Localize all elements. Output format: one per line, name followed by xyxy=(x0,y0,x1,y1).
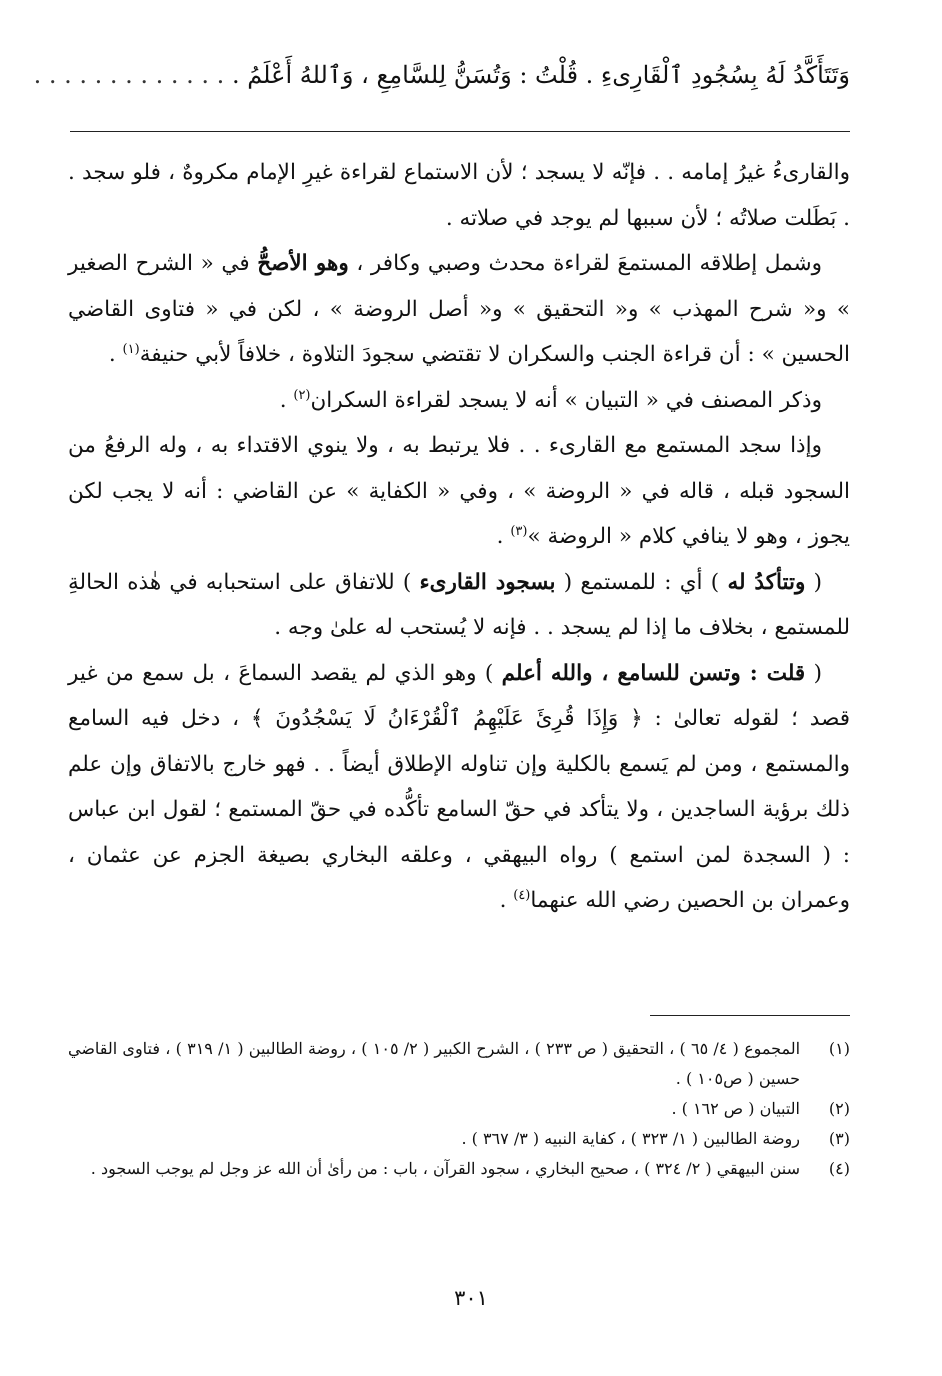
paragraph-2-text-c: في « الشرح الصغير » و« شرح المهذب » و« التحقيق » و« أصل الروضة » ، لكن في « فتاوى القاضي الحسين » : أن قراءة الجنب والسكران لا تقتضي سجودَ التلاوة ، خلافاً لأبي حنيفة xyxy=(68,251,850,367)
footnotes xyxy=(68,1034,850,1184)
paragraph-5-text-c: ) أي : للمستمع ( xyxy=(555,569,728,595)
footnote-number: (٣) xyxy=(828,1129,850,1148)
paragraph-4-text: وإذا سجد المستمع مع القارىء . . فلا يرتبط به ، ولا ينوي الاقتداء به ، وله الرفعُ من السجود قبله ، قاله في « الروضة » ، وفي « الكفاية » عن القاضي : أنه لا يجب لكن يجوز ، وهو لا ينافي كلام « الروضة » xyxy=(68,433,850,549)
paragraph-4 xyxy=(68,423,850,560)
paragraph-5-text-e: ) للاتفاق على استحبابه في هٰذه الحالةِ للمستمع ، بخلاف ما إذا لم يسجد . . فإنه لا يُستحب له علىٰ وجه . xyxy=(68,569,850,640)
footnote-number: (٢) xyxy=(828,1099,850,1118)
paragraph-6-end: . xyxy=(499,888,514,913)
header-rule xyxy=(70,131,850,132)
paragraph-5-text-a: ( xyxy=(805,569,823,595)
paragraph-5-bold-2: بسجود القارىء xyxy=(419,569,556,595)
footnote-number: (٤) xyxy=(828,1159,850,1178)
paragraph-5 xyxy=(68,560,850,651)
footnote-text: التبيان ( ص ١٦٢ ) . xyxy=(671,1099,800,1118)
footnote-text: سنن البيهقي ( ٢/ ٣٢٤ ) ، صحيح البخاري ، سجود القرآن ، باب : من رأىٰ أن الله عز وجل لم يوجب السجود . xyxy=(90,1159,800,1178)
footnote-rule xyxy=(650,1015,850,1016)
paragraph-6-text-c: ) وهو الذي لم يقصد السماعَ ، بل سمع من غير قصد ؛ لقوله تعالىٰ : ﴿ وَإِذَا قُرِئَ عَلَيْهِمُ ٱلْقُرْءَانُ لَا يَسْجُدُونَ ﴾ ، دخل فيه السامع والمستمع ، ومن لم يَسمع بالكلية وإن تناوله الإطلاق أيضاً . . فهو خارج بالاتفاق وإن علم ذلك برؤية الساجدين ، ولا يتأكد في حقّ السامع تأكُّده في حقّ المستمع ؛ لقول ابن عباس : ( السجدة لمن استمع ) رواه البيهقي ، وعلقه البخاري بصيغة الجزم عن عثمان ، وعمران بن الحصين رضي الله عنهما xyxy=(68,660,850,913)
paragraph-6-bold: قلت : وتسن للسامع ، والله أعلم xyxy=(501,660,806,686)
paragraph-3 xyxy=(68,378,850,424)
header-text: وَتَتَأَكَّدُ لَهُ بِسُجُودِ ٱلْقَارِىءِ . قُلْتُ : وَتُسَنُّ لِلسَّامِعِ ، وَٱللهُ أَعْلَمُ . xyxy=(231,61,850,89)
paragraph-6-text-a: ( xyxy=(805,660,822,686)
footnote-ref-2[interactable]: (٢) xyxy=(293,387,311,403)
footnote-ref-4[interactable]: (٤) xyxy=(513,887,531,903)
paragraph-4-end: . xyxy=(496,524,511,549)
paragraph-2 xyxy=(68,241,850,378)
footnote-1 xyxy=(68,1034,850,1094)
paragraph-3-end: . xyxy=(279,387,294,413)
footnote-number: (١) xyxy=(828,1039,850,1058)
paragraph-2-bold: وهو الأصحُّ xyxy=(257,251,349,276)
paragraph-5-bold-1: وتتأكدُ له xyxy=(727,569,806,595)
footnote-2 xyxy=(68,1094,850,1124)
paragraph-1 xyxy=(68,150,850,241)
main-text xyxy=(68,150,850,924)
paragraph-3-text: وذكر المصنف في « التبيان » أنه لا يسجد لقراءة السكران xyxy=(310,387,822,413)
paragraph-2-end: . xyxy=(108,342,123,367)
running-header xyxy=(33,52,850,98)
header-dots: . . . . . . . . . . . . . xyxy=(33,61,225,89)
footnote-ref-3[interactable]: (٣) xyxy=(510,523,528,539)
page-number: ٣٠١ xyxy=(454,1286,488,1310)
paragraph-1-text: والقارىءُ غيرُ إمامه . . فإنّه لا يسجد ؛ لأن الاستماع لقراءة غيرِ الإمام مكروهٌ ، فلو سجد . . بَطَلت صلاتُه ؛ لأن سببها لم يوجد في صلاته . xyxy=(68,160,850,231)
paragraph-2-text-a: وشمل إطلاقه المستمعَ لقراءة محدث وصبي وكافر ، xyxy=(348,251,822,276)
footnote-text: المجموع ( ٤/ ٦٥ ) ، التحقيق ( ص ٢٣٣ ) ، الشرح الكبير ( ٢/ ١٠٥ ) ، روضة الطالبين ( ١/ ٣١٩ ) ، فتاوى القاضي حسين ( ص١٠٥ ) . xyxy=(68,1039,801,1088)
paragraph-6 xyxy=(68,651,850,924)
footnote-4 xyxy=(68,1154,850,1184)
footnote-ref-1[interactable]: (١) xyxy=(122,341,140,357)
footnote-text: روضة الطالبين ( ١/ ٣٢٣ ) ، كفاية النبيه ( ٣/ ٣٦٧ ) . xyxy=(461,1129,800,1148)
footnote-3 xyxy=(68,1124,850,1154)
